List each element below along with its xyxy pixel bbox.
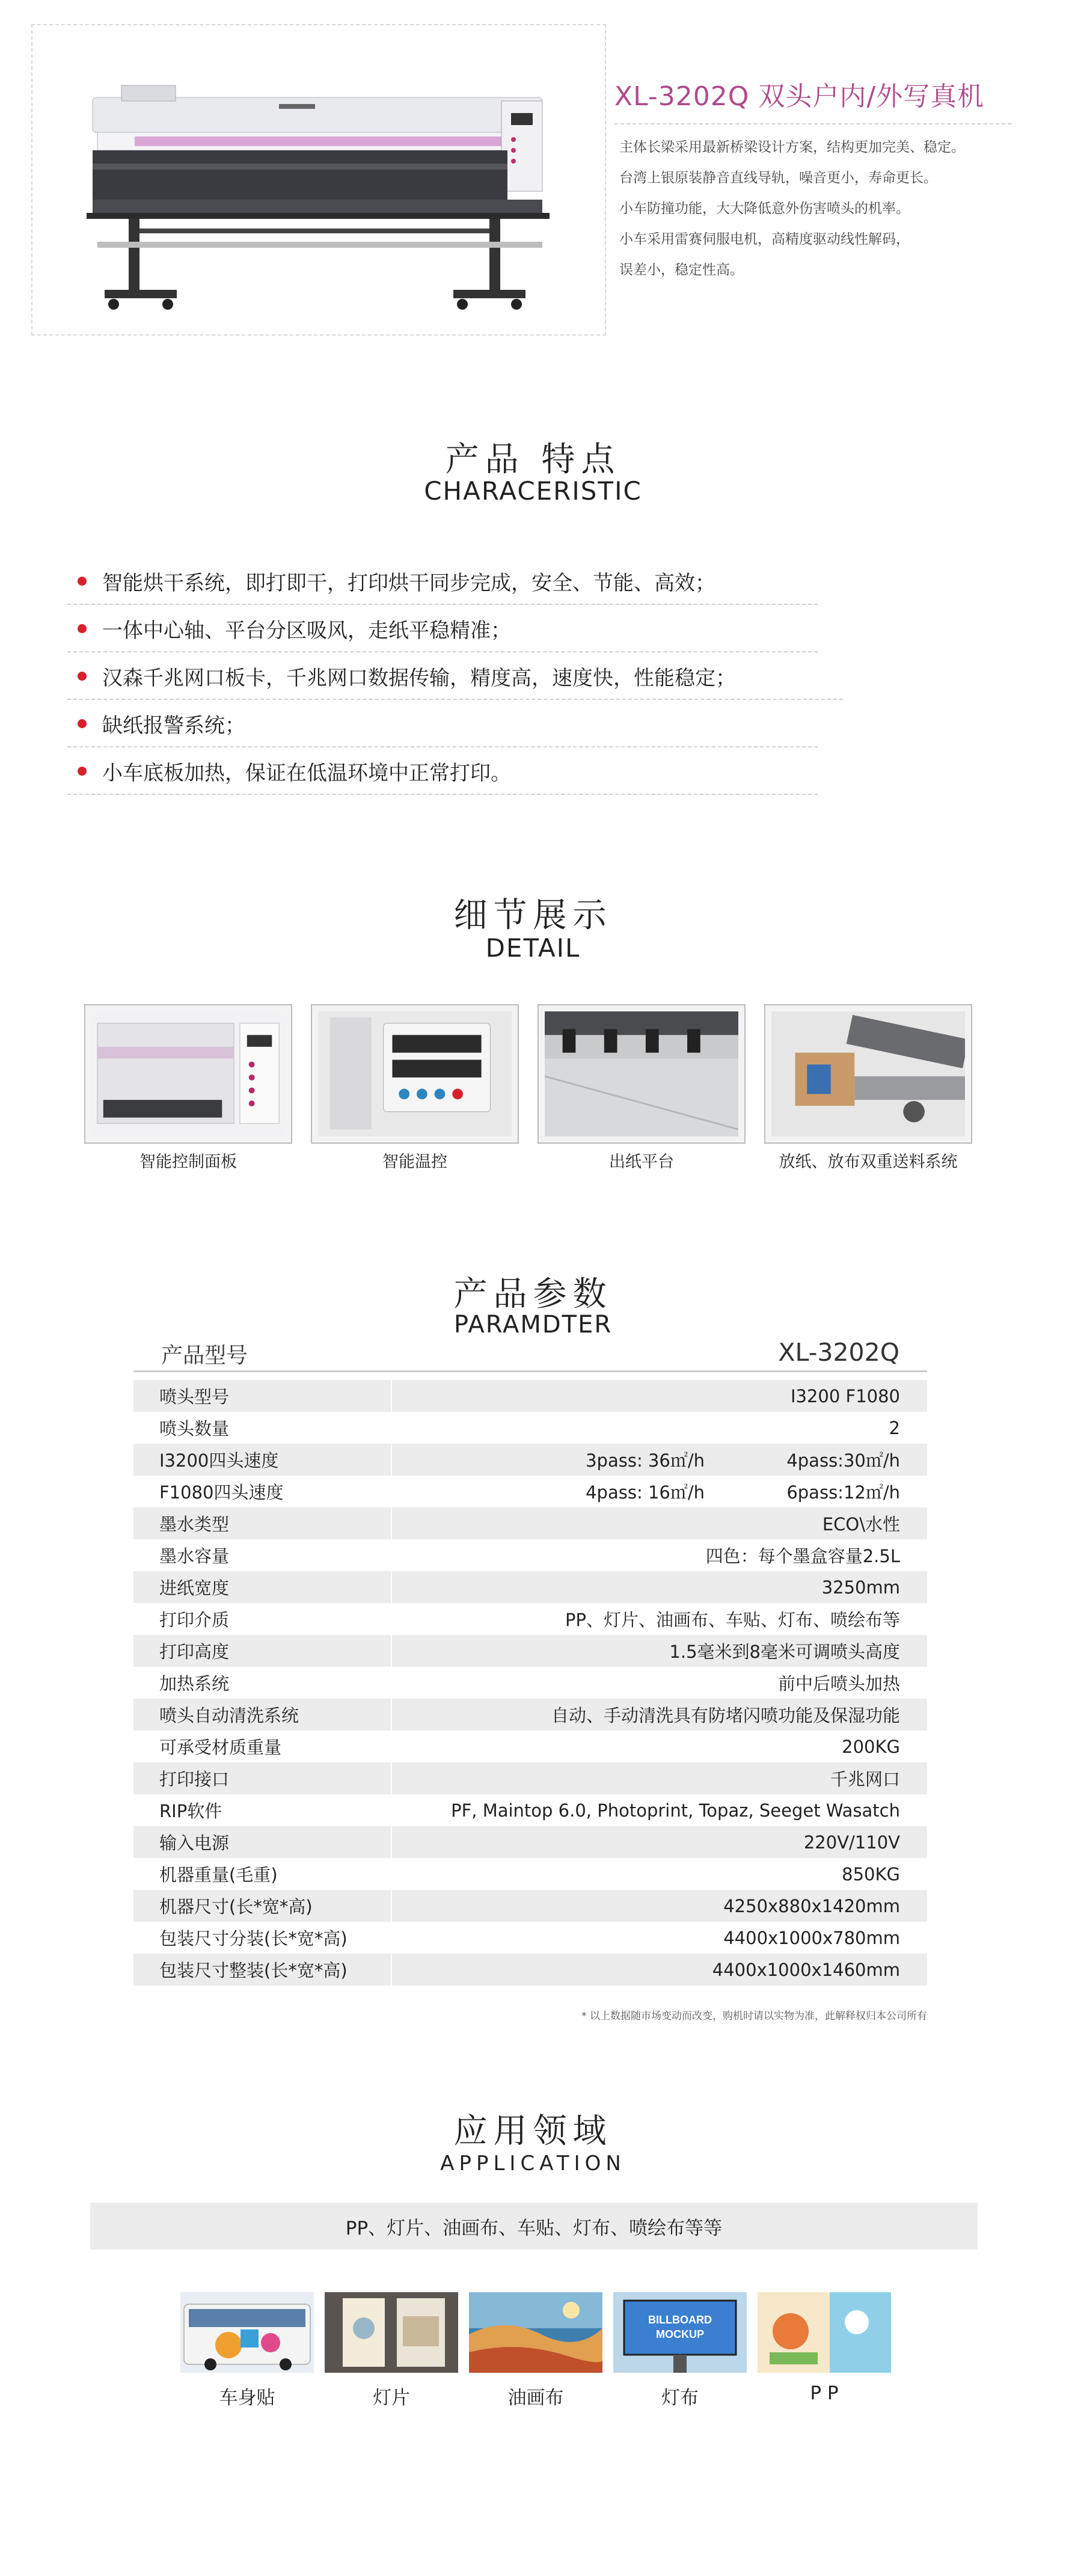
description-line: 误差小，稳定性高。 xyxy=(619,262,744,278)
param-key: 打印高度 xyxy=(133,1635,392,1667)
detail-heading-en: DETAIL xyxy=(485,933,581,963)
param-value: PP、灯片、油画布、车贴、灯布、喷绘布等 xyxy=(565,1610,900,1630)
param-key: 打印介质 xyxy=(133,1603,392,1635)
feature-text: 一体中心轴、平台分区吸风，走纸平稳精准； xyxy=(102,618,511,643)
detail-image-feed-system xyxy=(764,1004,972,1144)
application-image-lightbox xyxy=(325,2292,458,2373)
table-row xyxy=(133,1762,927,1794)
param-key: 墨水容量 xyxy=(133,1539,392,1571)
table-row xyxy=(133,1571,927,1603)
billboard-text-1: BILLBOARD xyxy=(648,2314,712,2326)
param-key: 机器尺寸(长*宽*高) xyxy=(133,1890,392,1922)
table-row xyxy=(133,1539,927,1571)
param-value: 850KG xyxy=(842,1863,900,1884)
detail-image-output-platform xyxy=(538,1004,746,1144)
application-caption: 灯片 xyxy=(373,2387,410,2409)
param-key: F1080四头速度 xyxy=(133,1476,392,1507)
application-banner: PP、灯片、油画布、车贴、灯布、喷绘布等等 xyxy=(90,2203,978,2249)
application-image-canvas xyxy=(469,2292,602,2373)
param-value: ECO\水性 xyxy=(822,1514,900,1535)
param-value-b: 4pass:30㎡/h xyxy=(786,1450,900,1471)
table-row xyxy=(133,1699,927,1731)
features-heading: 产品 特点 xyxy=(445,440,621,479)
printer-image xyxy=(32,25,605,334)
param-key: 可承受材质重量 xyxy=(133,1731,392,1762)
feature-text: 小车底板加热，保证在低温环境中正常打印。 xyxy=(102,761,511,785)
bullet-icon xyxy=(78,577,87,586)
table-row xyxy=(133,1858,927,1890)
description-line: 主体长梁采用最新桥梁设计方案，结构更加完美、稳定。 xyxy=(619,140,965,155)
application-image-billboard xyxy=(613,2292,747,2373)
param-key: RIP软件 xyxy=(133,1794,392,1826)
param-key: 包装尺寸整装(长*宽*高) xyxy=(133,1954,392,1986)
param-value xyxy=(392,1479,927,1504)
table-row xyxy=(133,1922,927,1954)
param-value: 四色：每个墨盒容量2.5L xyxy=(705,1546,900,1566)
bullet-icon xyxy=(78,767,87,776)
param-key: 加热系统 xyxy=(133,1667,392,1699)
feature-item xyxy=(67,558,818,605)
table-row xyxy=(133,1667,927,1699)
model-label: 产品型号 xyxy=(161,1343,248,1368)
param-value: 3250mm xyxy=(821,1577,900,1598)
application-image-bus xyxy=(180,2292,314,2373)
param-key: 墨水类型 xyxy=(133,1507,392,1539)
param-value: 4400x1000x780mm xyxy=(723,1927,900,1948)
table-row xyxy=(133,1731,927,1762)
table-row xyxy=(133,1794,927,1826)
application-caption: 灯布 xyxy=(661,2387,699,2409)
param-value: 1.5毫米到8毫米可调喷头高度 xyxy=(669,1642,900,1662)
detail-caption: 智能温控 xyxy=(382,1153,447,1171)
bullet-icon xyxy=(78,624,87,633)
detail-caption: 智能控制面板 xyxy=(139,1153,237,1171)
params-heading-en: PARAMDTER xyxy=(453,1311,613,1339)
param-value xyxy=(392,1447,927,1472)
param-value: 200KG xyxy=(842,1736,900,1757)
description-line: 小车采用雷赛伺服电机，高精度驱动线性解码， xyxy=(619,232,910,247)
features-heading-en: CHARACERISTIC xyxy=(424,476,642,506)
hero-image-frame xyxy=(31,24,606,336)
model-value: XL-3202Q xyxy=(778,1338,899,1367)
bullet-icon xyxy=(78,719,87,728)
param-value-b: 6pass:12㎡/h xyxy=(786,1482,900,1503)
param-key: 喷头型号 xyxy=(133,1380,392,1412)
application-image-pp xyxy=(758,2292,891,2373)
detail-image-temperature-control xyxy=(311,1004,519,1144)
param-key: 喷头数量 xyxy=(133,1412,392,1444)
params-heading: 产品参数 xyxy=(453,1275,613,1314)
application-heading: 应用领域 xyxy=(453,2112,613,2151)
param-value: 自动、手动清洗具有防堵闪喷功能及保湿功能 xyxy=(551,1705,900,1726)
param-value: 2 xyxy=(889,1417,900,1438)
table-row xyxy=(133,1380,927,1412)
param-value-a: 3pass: 36㎡/h xyxy=(586,1450,705,1471)
table-row xyxy=(133,1444,927,1476)
detail-caption: 出纸平台 xyxy=(609,1153,674,1171)
param-value: 220V/110V xyxy=(803,1832,900,1853)
table-row xyxy=(133,1603,927,1635)
param-value: 千兆网口 xyxy=(830,1769,900,1789)
product-title: XL-3202Q 双头户内/外写真机 xyxy=(614,81,985,112)
param-key: 机器重量(毛重) xyxy=(133,1858,392,1890)
table-row xyxy=(133,1476,927,1507)
bullet-icon xyxy=(78,672,87,681)
feature-text: 汉森千兆网口板卡，千兆网口数据传输，精度高，速度快，性能稳定； xyxy=(102,666,736,690)
feature-item xyxy=(67,606,818,652)
application-heading-en: APPLICATION xyxy=(440,2151,626,2176)
application-caption: 油画布 xyxy=(507,2387,564,2409)
param-value: 4400x1000x1460mm xyxy=(712,1959,900,1980)
feature-text: 缺纸报警系统； xyxy=(102,713,245,738)
param-value: PF, Maintop 6.0, Photoprint, Topaz, Seeget Wasatch xyxy=(451,1800,900,1821)
param-value-a: 4pass: 16㎡/h xyxy=(586,1482,705,1503)
table-row xyxy=(133,1412,927,1444)
param-value: I3200 F1080 xyxy=(790,1385,900,1406)
param-key: I3200四头速度 xyxy=(133,1444,392,1476)
param-key: 包装尺寸分装(长*宽*高) xyxy=(133,1922,392,1954)
param-key: 打印接口 xyxy=(133,1762,392,1794)
detail-caption: 放纸、放布双重送料系统 xyxy=(779,1153,958,1171)
param-value: 前中后喷头加热 xyxy=(777,1673,900,1694)
table-row xyxy=(133,1635,927,1667)
feature-item xyxy=(67,748,818,795)
param-value: 4250x880x1420mm xyxy=(723,1895,900,1916)
application-caption: P P xyxy=(810,2382,839,2404)
feature-text: 智能烘干系统，即打即干，打印烘干同步完成，安全、节能、高效； xyxy=(102,571,715,595)
application-caption: 车身贴 xyxy=(219,2387,275,2409)
model-header xyxy=(133,1334,927,1372)
param-key: 进纸宽度 xyxy=(133,1571,392,1603)
feature-item xyxy=(67,701,818,747)
description-line: 小车防撞功能，大大降低意外伤害喷头的机率。 xyxy=(619,201,910,216)
description-line: 台湾上银原装静音直线导轨，噪音更小，寿命更长。 xyxy=(619,170,937,186)
billboard-text-2: MOCKUP xyxy=(656,2328,704,2340)
detail-heading: 细节展示 xyxy=(453,896,613,935)
product-description xyxy=(619,132,1052,286)
title-divider xyxy=(614,123,1011,124)
param-key: 输入电源 xyxy=(133,1826,392,1858)
params-disclaimer: * 以上数据随市场变动而改变，购机时请以实物为准，此解释权归本公司所有 xyxy=(581,2010,927,2022)
table-row xyxy=(133,1954,927,1986)
params-table xyxy=(133,1380,927,1986)
table-row xyxy=(133,1507,927,1539)
feature-item xyxy=(67,653,843,700)
table-row xyxy=(133,1826,927,1858)
detail-image-control-panel xyxy=(84,1004,292,1144)
param-key: 喷头自动清洗系统 xyxy=(133,1699,392,1731)
table-row xyxy=(133,1890,927,1922)
